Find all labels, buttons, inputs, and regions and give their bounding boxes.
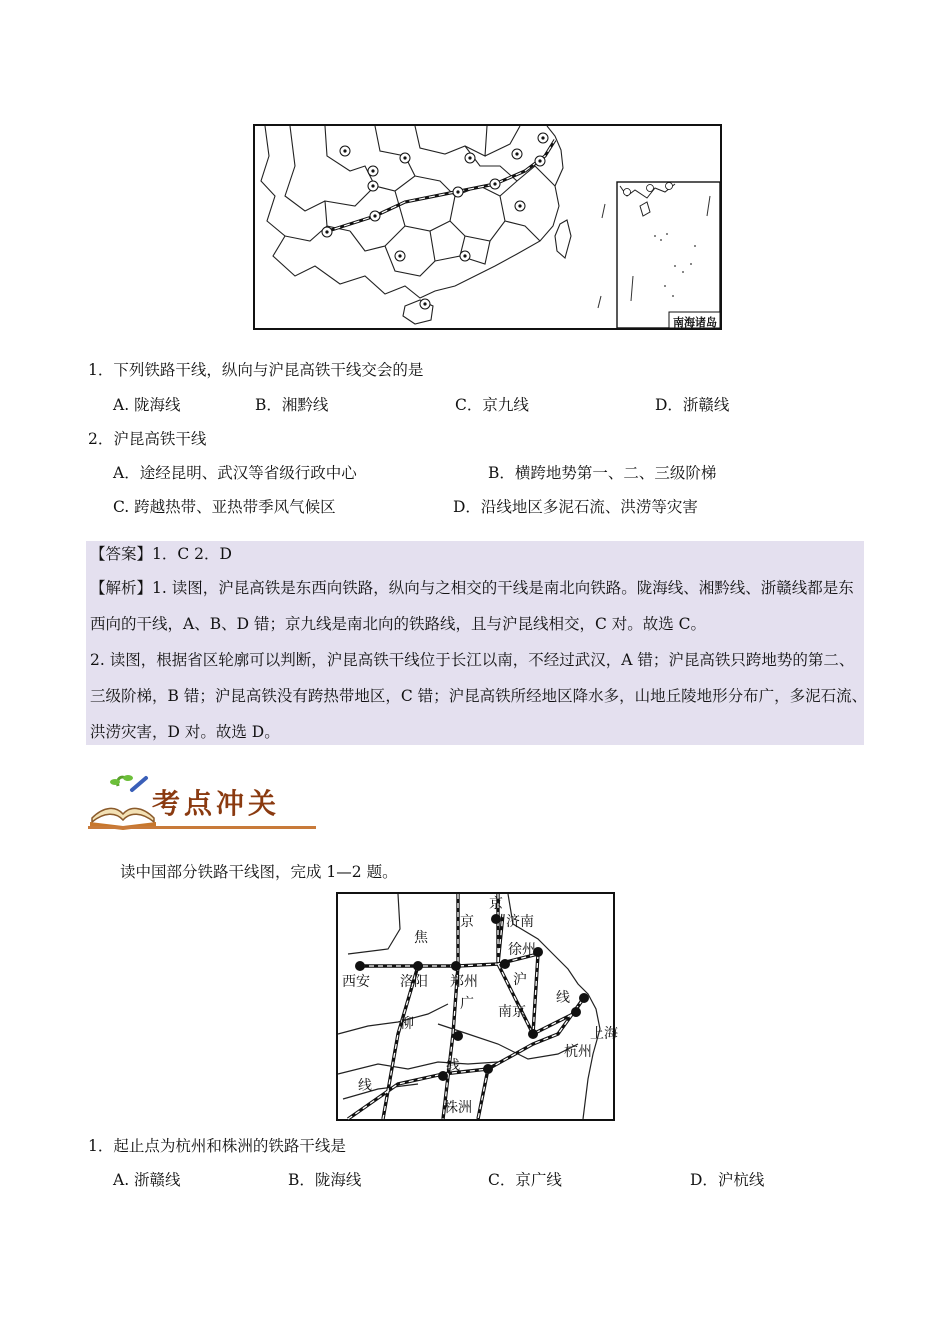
question-1-option-b: B．湘黔线 — [255, 396, 329, 414]
explanation-line-2: 西向的干线，A、B、D 错；京九线是南北向的铁路线，且与沪昆线相交，C 对。故选 C。 — [90, 615, 707, 633]
label-jing: 京 — [460, 914, 474, 930]
label-xian3: 线 — [358, 1078, 372, 1094]
label-guang: 广 — [460, 996, 474, 1012]
exercise-intro: 读中国部分铁路干线图，完成 1—2 题。 — [120, 863, 398, 881]
question-2-option-c: C. 跨越热带、亚热带季风气候区 — [113, 498, 336, 516]
section-header — [88, 772, 318, 832]
question-1-option-a: A. 陇海线 — [113, 396, 181, 414]
explanation-line-5: 洪涝灾害，D 对。故选 D。 — [90, 723, 280, 741]
question-2-option-b: B．横跨地势第一、二、三级阶梯 — [488, 464, 717, 482]
question-3-option-a: A. 浙赣线 — [113, 1171, 181, 1189]
south-china-map-graphic — [255, 126, 720, 328]
explanation-line-4: 三级阶梯，B 错；沪昆高铁没有跨热带地区，C 错；沪昆高铁所经地区降水多，山地丘陵地形分布广，多泥石流、 — [90, 687, 868, 705]
question-1-option-c: C．京九线 — [455, 396, 529, 414]
answer-box — [86, 541, 864, 745]
label-jiao: 焦 — [414, 930, 428, 946]
label-zhuzhou: 株洲 — [444, 1100, 472, 1116]
label-jinan: 济南 — [506, 914, 534, 930]
question-3-option-d: D．沪杭线 — [690, 1171, 765, 1189]
label-luoyang: 洛阳 — [400, 974, 428, 990]
explanation-line-1: 【解析】1. 读图，沪昆高铁是东西向铁路，纵向与之相交的干线是南北向铁路。陇海线、湘黔线、浙赣线都是东 — [90, 579, 854, 597]
label-liu: 柳 — [400, 1016, 414, 1032]
label-xian2: 线 — [446, 1058, 460, 1074]
label-xian: 西安 — [342, 974, 370, 990]
question-3-option-c: C．京广线 — [488, 1171, 562, 1189]
label-shanghai: 上海 — [590, 1026, 618, 1042]
question-3-stem: 1．起止点为杭州和株洲的铁路干线是 — [88, 1137, 346, 1155]
section-title: 考点冲关 — [152, 787, 281, 820]
inset-label: 南海诸岛 — [673, 316, 717, 329]
east-china-railway-graphic — [338, 894, 618, 1119]
label-xian-char: 线 — [556, 990, 570, 1006]
explanation-line-3: 2. 读图，根据省区轮廓可以判断，沪昆高铁干线位于长江以南，不经过武汉，A 错；沪昆高铁只跨地势的第二、 — [90, 651, 855, 669]
label-nanjing: 南京 — [498, 1004, 526, 1020]
railway-map-east-china — [336, 892, 618, 1121]
question-3-option-b: B．陇海线 — [288, 1171, 362, 1189]
label-hangzhou: 杭州 — [564, 1044, 592, 1060]
question-2-stem: 2．沪昆高铁干线 — [88, 430, 207, 448]
label-jing-top: 京 — [489, 896, 503, 912]
question-1-stem: 1．下列铁路干线，纵向与沪昆高铁干线交会的是 — [88, 361, 424, 379]
label-hu: 沪 — [513, 972, 527, 988]
question-2-option-a: A．途经昆明、武汉等省级行政中心 — [113, 464, 357, 482]
question-1-option-d: D．浙赣线 — [655, 396, 730, 414]
open-book-icon — [88, 772, 158, 830]
label-xuzhou: 徐州 — [508, 942, 536, 958]
section-underline — [88, 826, 316, 829]
question-2-option-d: D．沿线地区多泥石流、洪涝等灾害 — [453, 498, 698, 516]
railway-map-south-china — [253, 124, 722, 330]
label-zhengzhou: 郑州 — [450, 974, 478, 990]
answer-key: 【答案】1．C 2．D — [90, 545, 232, 563]
